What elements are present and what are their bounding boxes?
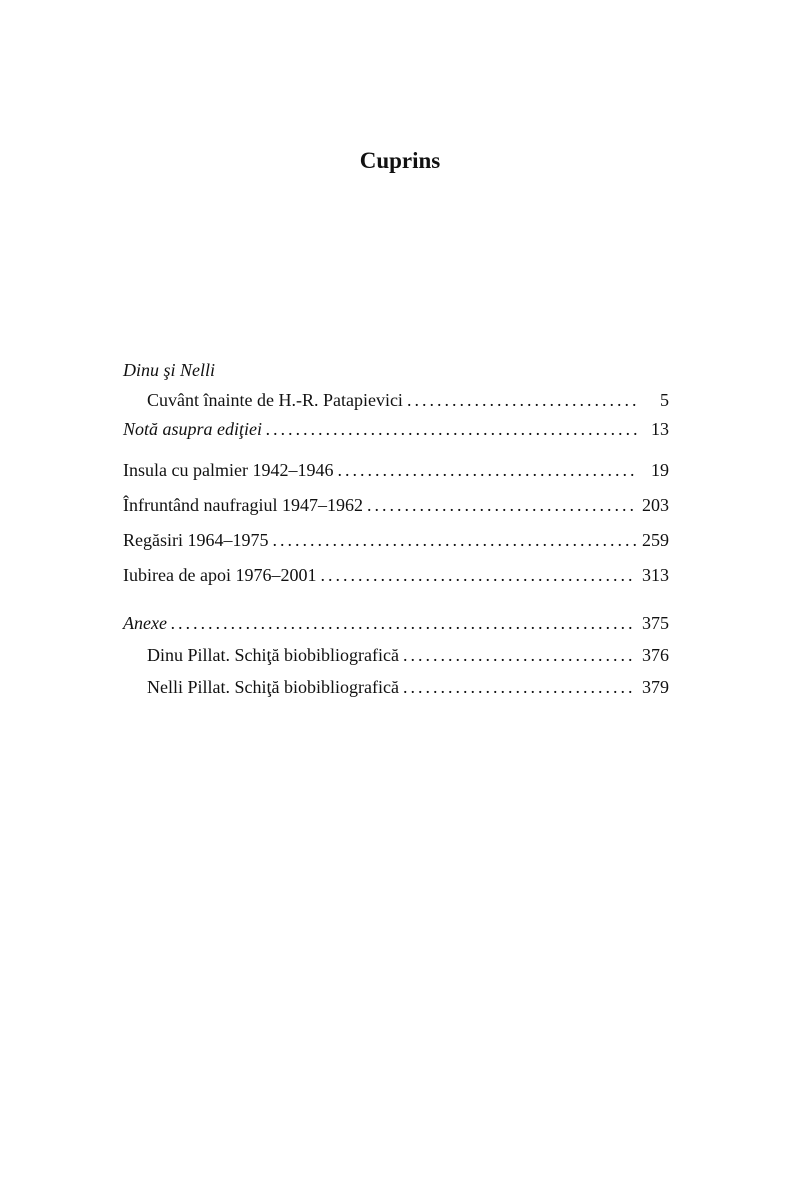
toc-entry-page: 203 (642, 495, 669, 515)
toc-leader-dots (171, 613, 636, 634)
toc-leader-dots (367, 495, 636, 516)
toc-entry-page: 376 (642, 645, 669, 665)
toc-leader-dots (266, 419, 637, 440)
toc-entry-nota-asupra-editiei (123, 419, 669, 443)
toc-leader-dots (403, 677, 636, 698)
toc-entry-page: 13 (651, 419, 669, 439)
toc-entry-page: 19 (651, 460, 669, 480)
toc-entry-label: Dinu Pillat. Schiţă biobibliografică (147, 645, 399, 665)
toc-entry-page: 375 (642, 613, 669, 633)
toc-entry-cuvant-inainte (123, 390, 669, 414)
toc-entry-insula-cu-palmier (123, 460, 669, 484)
toc-entry-dinu-si-nelli (123, 360, 669, 384)
toc-leader-dots (403, 645, 636, 666)
toc-leader-dots (273, 530, 637, 551)
toc-entry-regasiri (123, 530, 669, 554)
toc-entry-page: 379 (642, 677, 669, 697)
toc-entry-anexe (123, 613, 669, 637)
toc-entry-label: Nelli Pillat. Schiţă biobibliografică (147, 677, 399, 697)
toc-entry-page: 259 (642, 530, 669, 550)
toc-entry-label: Cuvânt înainte de H.-R. Patapievici (147, 390, 403, 410)
toc-leader-dots (320, 565, 636, 586)
toc-entry-dinu-pillat-schita (123, 645, 669, 669)
toc-entry-label: Notă asupra ediţiei (123, 419, 262, 439)
toc-entry-label: Iubirea de apoi 1976–2001 (123, 565, 317, 585)
toc-entry-label: Anexe (123, 613, 167, 633)
toc-leader-dots (407, 390, 637, 411)
toc-entry-label: Insula cu palmier 1942–1946 (123, 460, 334, 480)
toc-entry-page: 313 (642, 565, 669, 585)
toc-entry-infruntand-naufragiul (123, 495, 669, 519)
toc-entry-nelli-pillat-schita (123, 677, 669, 701)
toc-entry-label: Dinu şi Nelli (123, 360, 216, 380)
toc-leader-dots (337, 460, 637, 481)
toc-entry-label: Regăsiri 1964–1975 (123, 530, 269, 550)
toc-entry-iubirea-de-apoi (123, 565, 669, 589)
toc-entry-page: 5 (660, 390, 669, 410)
page-title: Cuprins (359, 148, 441, 173)
toc-entry-label: Înfruntând naufragiul 1947–1962 (123, 495, 363, 515)
